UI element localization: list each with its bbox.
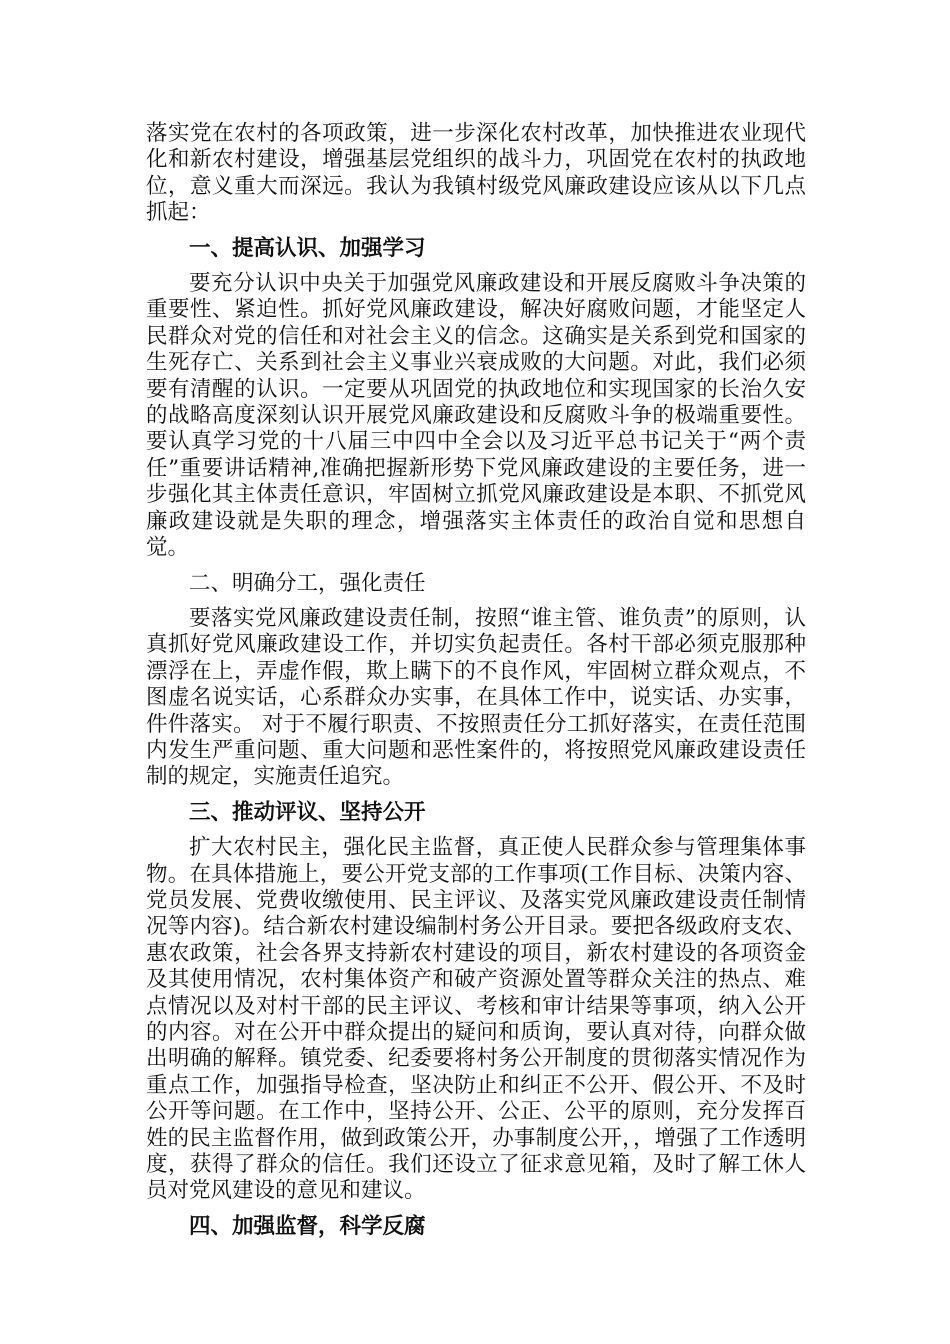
section-heading-4: 四、加强监督，科学反腐 (189, 1213, 426, 1239)
intro-paragraph: 落实党在农村的各项政策，进一步深化农村改革，加快推进农业现代化和新农村建设，增强基层党组织的战斗力，巩固党在农村的执政地位，意义重大而深远。我认为我镇村级党风廉政建设应该从以下几点抓起： (146, 121, 806, 226)
section-heading-3: 三、推动评议、坚持公开 (189, 799, 426, 825)
section-body-3: 扩大农村民主，强化民主监督，真正使人民群众参与管理集体事物。在具体措施上，要公开党支部的工作事项(工作目标、决策内容、党员发展、党费收缴使用、民主评议、及落实党风廉政建设责任制情况等内容)。结合新农村建设编制村务公开目录。要把各级政府支农、惠农政策，社会各界支持新农村建设的项目，新农村建设的各项资金及其使用情况，农村集体资产和破产资源处置等群众关注的热点、难点情况以及对村干部的民主评议、考核和审计结果等事项，纳入公开的内容。对在公开中群众提出的疑问和质询，要认真对待，向群众做出明确的解释。镇党委、纪委要将村务公开制度的贯彻落实情况作为重点工作，加强指导检查，坚决防止和纠正不公开、假公开、不及时公开等问题。在工作中，坚持公开、公正、公平的原则，充分发挥百姓的民主监督作用，做到政策公开，办事制度公开，，增强了工作透明度，获得了群众的信任。我们还设立了征求意见箱，及时了解工休人员对党风建设的意见和建议。 (146, 835, 806, 1204)
section-body-1: 要充分认识中央关于加强党风廉政建设和开展反腐败斗争决策的重要性、紧迫性。抓好党风廉政建设，解决好腐败问题，才能坚定人民群众对党的信任和对社会主义的信念。这确实是关系到党和国家的生死存亡、关系到社会主义事业兴衰成败的大问题。对此，我们必须要有清醒的认识。一定要从巩固党的执政地位和实现国家的长治久安的战略高度深刻认识开展党风廉政建设和反腐败斗争的极端重要性。要认真学习党的十八届三中四中全会以及习近平总书记关于“两个责任”重要讲话精神,准确把握新形势下党风廉政建设的主要任务，进一步强化其主体责任意识，牢固树立抓党风廉政建设是本职、不抓党风廉政建设就是失职的理念，增强落实主体责任的政治自觉和思想自觉。 (146, 271, 806, 561)
section-body-2: 要落实党风廉政建设责任制，按照“谁主管、谁负责”的原则，认真抓好党风廉政建设工作，并切实负起责任。各村干部必须克服那种漂浮在上，弄虚作假，欺上瞒下的不良作风，牢固树立群众观点，不图虚名说实话，心系群众办实事，在具体工作中，说实话、办实事，件件落实。 对于不履行职责、不按照责任分工抓好落实，在责任范围内发生严重问题、重大问题和恶性案件的，将按照党风廉政建设责任制的规定，实施责任追究。 (146, 605, 806, 790)
section-heading-1: 一、提高认识、加强学习 (189, 235, 426, 261)
document-page (146, 121, 806, 1249)
section-heading-2: 二、明确分工，强化责任 (189, 570, 426, 596)
